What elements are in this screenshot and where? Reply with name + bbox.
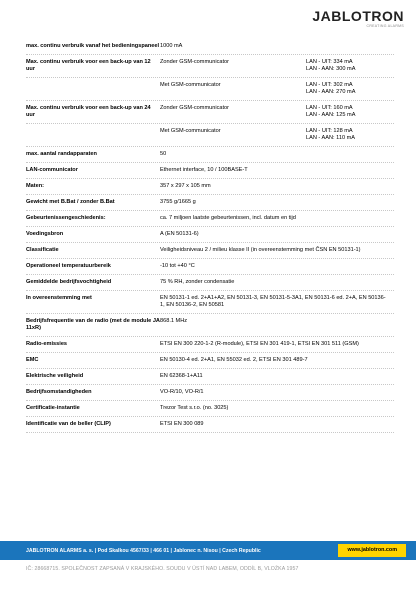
website-link[interactable]: www.jablotron.com [338, 544, 406, 557]
brand-tagline: CREATING ALARMS [366, 24, 404, 28]
spec-row [26, 337, 394, 353]
spec-value: 50 [160, 151, 167, 157]
spec-label: Max. continu verbruik voor een back-up van 12 uur [26, 59, 151, 72]
spec-value: ca. 7 miljoen laatste gebeurtenissen, incl. datum en tijd [160, 215, 296, 221]
spec-label: Maten: [26, 183, 45, 189]
spec-value-cell [160, 179, 394, 194]
spec-value: ETSI EN 300 220-1-2 (R-module), ETSI EN 301 419-1, ETSI EN 301 511 (GSM) [160, 341, 359, 347]
spec-label [26, 124, 160, 146]
spec-row [26, 124, 394, 147]
spec-row [26, 55, 394, 78]
spec-value-cell [160, 195, 394, 210]
spec-label: EMC [26, 357, 39, 363]
spec-label: In overeenstemming met [26, 295, 92, 301]
spec-value-secondary: LAN - UIT: 302 mA LAN - AAN: 270 mA [306, 82, 356, 95]
spec-row [26, 78, 394, 101]
spec-label: LAN-communicator [26, 167, 78, 173]
spec-value: 868.1 MHz [160, 318, 188, 324]
spec-value: -10 tot +40 °C [160, 263, 195, 269]
footer-bar [0, 541, 416, 560]
spec-row [26, 259, 394, 275]
spec-row [26, 195, 394, 211]
legal-notice: IČ: 28668715. SPOLEČNOST ZAPSANÁ V KRAJSKÉHO. SOUDU V ÚSTÍ NAD LABEM, ODDÍL B, VLOŽKA 1957 [26, 566, 299, 572]
spec-row [26, 227, 394, 243]
spec-value-cell [160, 163, 394, 178]
spec-row [26, 353, 394, 369]
spec-value: 1000 mA [160, 43, 183, 49]
spec-row [26, 385, 394, 401]
spec-label: Max. continu verbruik voor een back-up van 24 uur [26, 105, 151, 118]
spec-label [26, 78, 160, 100]
spec-value-cell [160, 124, 394, 146]
spec-row [26, 314, 394, 337]
brand-logo [312, 8, 404, 28]
spec-label: Gemiddelde bedrijfsvochtigheid [26, 279, 112, 285]
spec-label: max. aantal randapparaten [26, 151, 97, 157]
spec-value: Veiligheidsniveau 2 / milieu klasse II (in overeenstemming met ČSN EN 50131-1) [160, 247, 361, 253]
spec-row [26, 211, 394, 227]
spec-value: 357 x 297 x 105 mm [160, 183, 211, 189]
spec-label: Elektrische veiligheid [26, 373, 84, 379]
spec-value: A (EN 50131-6) [160, 231, 199, 237]
spec-value-cell [160, 55, 394, 77]
spec-label: Operationeel temperatuurbereik [26, 263, 111, 269]
spec-value-cell [160, 369, 394, 384]
spec-value-cell [160, 417, 394, 432]
spec-label: Radio-emissies [26, 341, 68, 347]
spec-label: Gebeurtenissengeschiedenis: [26, 215, 106, 221]
spec-value-cell [160, 353, 394, 368]
spec-value: Met GSM-communicator [160, 128, 221, 134]
brand-name: JABLOTRON [312, 8, 404, 24]
spec-row [26, 243, 394, 259]
spec-value-cell [160, 147, 394, 162]
spec-value-cell [160, 275, 394, 290]
spec-value-cell [160, 385, 394, 400]
spec-value: EN 50131-1 ed. 2+A1+A2, EN 50131-3, EN 50131-5-3A1, EN 50131-6 ed. 2+A, EN 50136-1, EN 50136-2, EN 50581 [160, 295, 386, 308]
spec-value-cell [160, 243, 394, 258]
spec-label: max. continu verbruik vanaf het bedieningspaneel [26, 43, 160, 49]
spec-row [26, 101, 394, 124]
spec-value-cell [160, 259, 394, 274]
spec-value: VO-R/10, VO-R/1 [160, 389, 204, 395]
spec-label: Classificatie [26, 247, 59, 253]
spec-row [26, 275, 394, 291]
spec-value: 75 % RH, zonder condensatie [160, 279, 235, 285]
spec-value-cell [160, 78, 394, 100]
spec-value-cell [160, 211, 394, 226]
spec-value-cell [160, 337, 394, 352]
spec-value: Zonder GSM-communicator [160, 105, 230, 111]
spec-value-cell [160, 227, 394, 242]
spec-value-cell [160, 314, 394, 336]
spec-row [26, 39, 394, 55]
spec-row [26, 291, 394, 314]
spec-value: Ethernet interface, 10 / 100BASE-T [160, 167, 248, 173]
spec-row [26, 401, 394, 417]
spec-value: Zonder GSM-communicator [160, 59, 230, 65]
spec-value-cell [160, 101, 394, 123]
spec-table [26, 39, 394, 433]
spec-value-cell [160, 39, 394, 54]
spec-label: Voedingsbron [26, 231, 64, 237]
spec-value: EN 50130-4 ed. 2+A1, EN 55032 ed. 2, ETSI EN 301 489-7 [160, 357, 308, 363]
spec-label: Bedrijfsfrequentie van de radio (met de module JA 11xR) [26, 318, 160, 331]
spec-value-secondary: LAN - UIT: 128 mA LAN - AAN: 110 mA [306, 128, 356, 141]
spec-value-cell [160, 401, 394, 416]
spec-row [26, 417, 394, 433]
footer-address: JABLOTRON ALARMS a. s. | Pod Skalkou 4567/33 | 466 01 | Jablonec n. Nisou | Czech Republic [26, 547, 261, 554]
spec-value-cell [160, 291, 394, 313]
spec-row [26, 369, 394, 385]
spec-value: 3755 g/1665 g [160, 199, 196, 205]
spec-row [26, 147, 394, 163]
spec-value-secondary: LAN - UIT: 160 mA LAN - AAN: 125 mA [306, 105, 356, 118]
spec-value: Trezor Test s.r.o. (no. 3025) [160, 405, 229, 411]
spec-row [26, 179, 394, 195]
spec-value-secondary: LAN - UIT: 334 mA LAN - AAN: 300 mA [306, 59, 356, 72]
spec-label: Certificatie-instantie [26, 405, 80, 411]
spec-row [26, 163, 394, 179]
spec-value: EN 62368-1+A11 [160, 373, 203, 379]
spec-label: Gewicht met B.Bat / zonder B.Bat [26, 199, 115, 205]
spec-label: Bedrijfsomstandigheden [26, 389, 92, 395]
spec-value: Met GSM-communicator [160, 82, 221, 88]
spec-value: ETSI EN 300 089 [160, 421, 204, 427]
spec-label: Identificatie van de beller (CLIP) [26, 421, 111, 427]
